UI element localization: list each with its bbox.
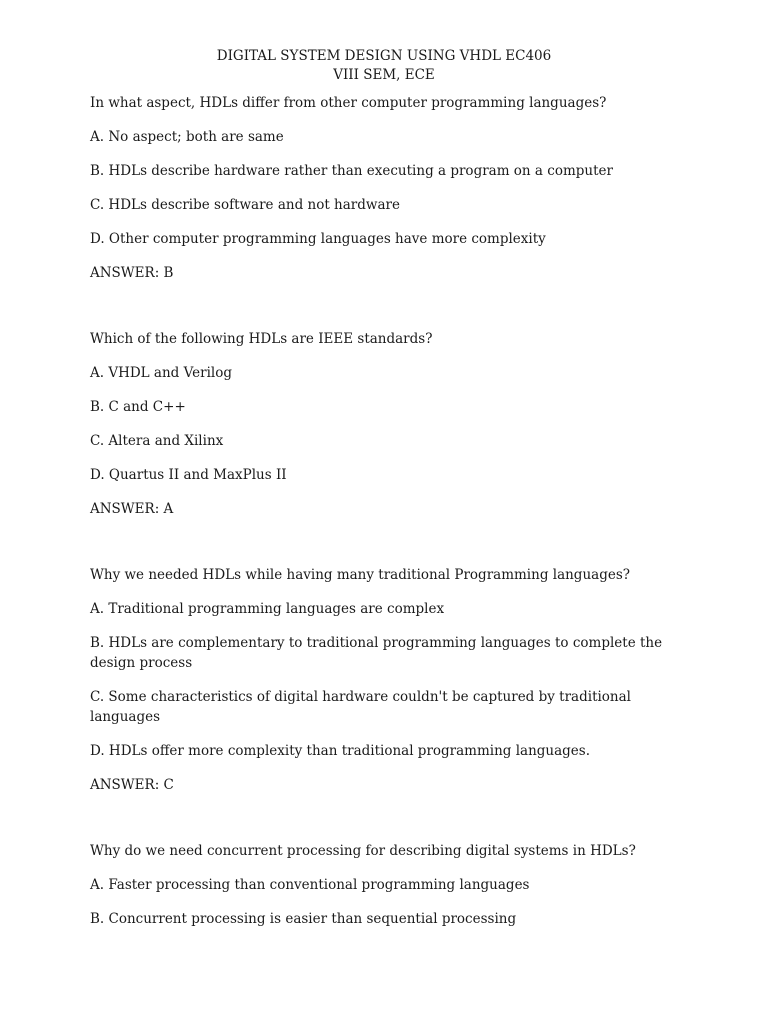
document-title: DIGITAL SYSTEM DESIGN USING VHDL EC406 bbox=[216, 48, 552, 64]
document-header bbox=[0, 47, 768, 85]
answer-text: ANSWER: C bbox=[90, 777, 174, 793]
question-3 bbox=[90, 565, 680, 795]
option-b: B. HDLs are complementary to traditional programming languages to complete the design process bbox=[90, 635, 663, 671]
option-c: C. HDLs describe software and not hardware bbox=[90, 197, 400, 213]
document-subtitle: VIII SEM, ECE bbox=[333, 67, 435, 83]
option-b: B. Concurrent processing is easier than sequential processing bbox=[90, 911, 517, 927]
question-list bbox=[90, 93, 680, 943]
answer-text: ANSWER: B bbox=[90, 265, 174, 281]
question-text: Which of the following HDLs are IEEE standards? bbox=[90, 331, 433, 347]
question-4 bbox=[90, 841, 680, 929]
option-b: B. HDLs describe hardware rather than executing a program on a computer bbox=[90, 163, 613, 179]
option-a: A. Traditional programming languages are complex bbox=[90, 601, 445, 617]
option-d: D. Other computer programming languages have more complexity bbox=[90, 231, 546, 247]
option-a: A. Faster processing than conventional programming languages bbox=[90, 877, 530, 893]
question-text: In what aspect, HDLs differ from other computer programming languages? bbox=[90, 95, 607, 111]
option-a: A. No aspect; both are same bbox=[90, 129, 284, 145]
option-c: C. Altera and Xilinx bbox=[90, 433, 224, 449]
option-b: B. C and C++ bbox=[90, 399, 186, 415]
question-text: Why do we need concurrent processing for describing digital systems in HDLs? bbox=[90, 843, 636, 859]
option-c: C. Some characteristics of digital hardware couldn't be captured by traditional languages bbox=[90, 689, 631, 725]
option-d: D. Quartus II and MaxPlus II bbox=[90, 467, 287, 483]
question-1 bbox=[90, 93, 680, 283]
option-d: D. HDLs offer more complexity than traditional programming languages. bbox=[90, 743, 591, 759]
answer-text: ANSWER: A bbox=[90, 501, 174, 517]
question-2 bbox=[90, 329, 680, 519]
question-text: Why we needed HDLs while having many traditional Programming languages? bbox=[90, 567, 630, 583]
option-a: A. VHDL and Verilog bbox=[90, 365, 232, 381]
